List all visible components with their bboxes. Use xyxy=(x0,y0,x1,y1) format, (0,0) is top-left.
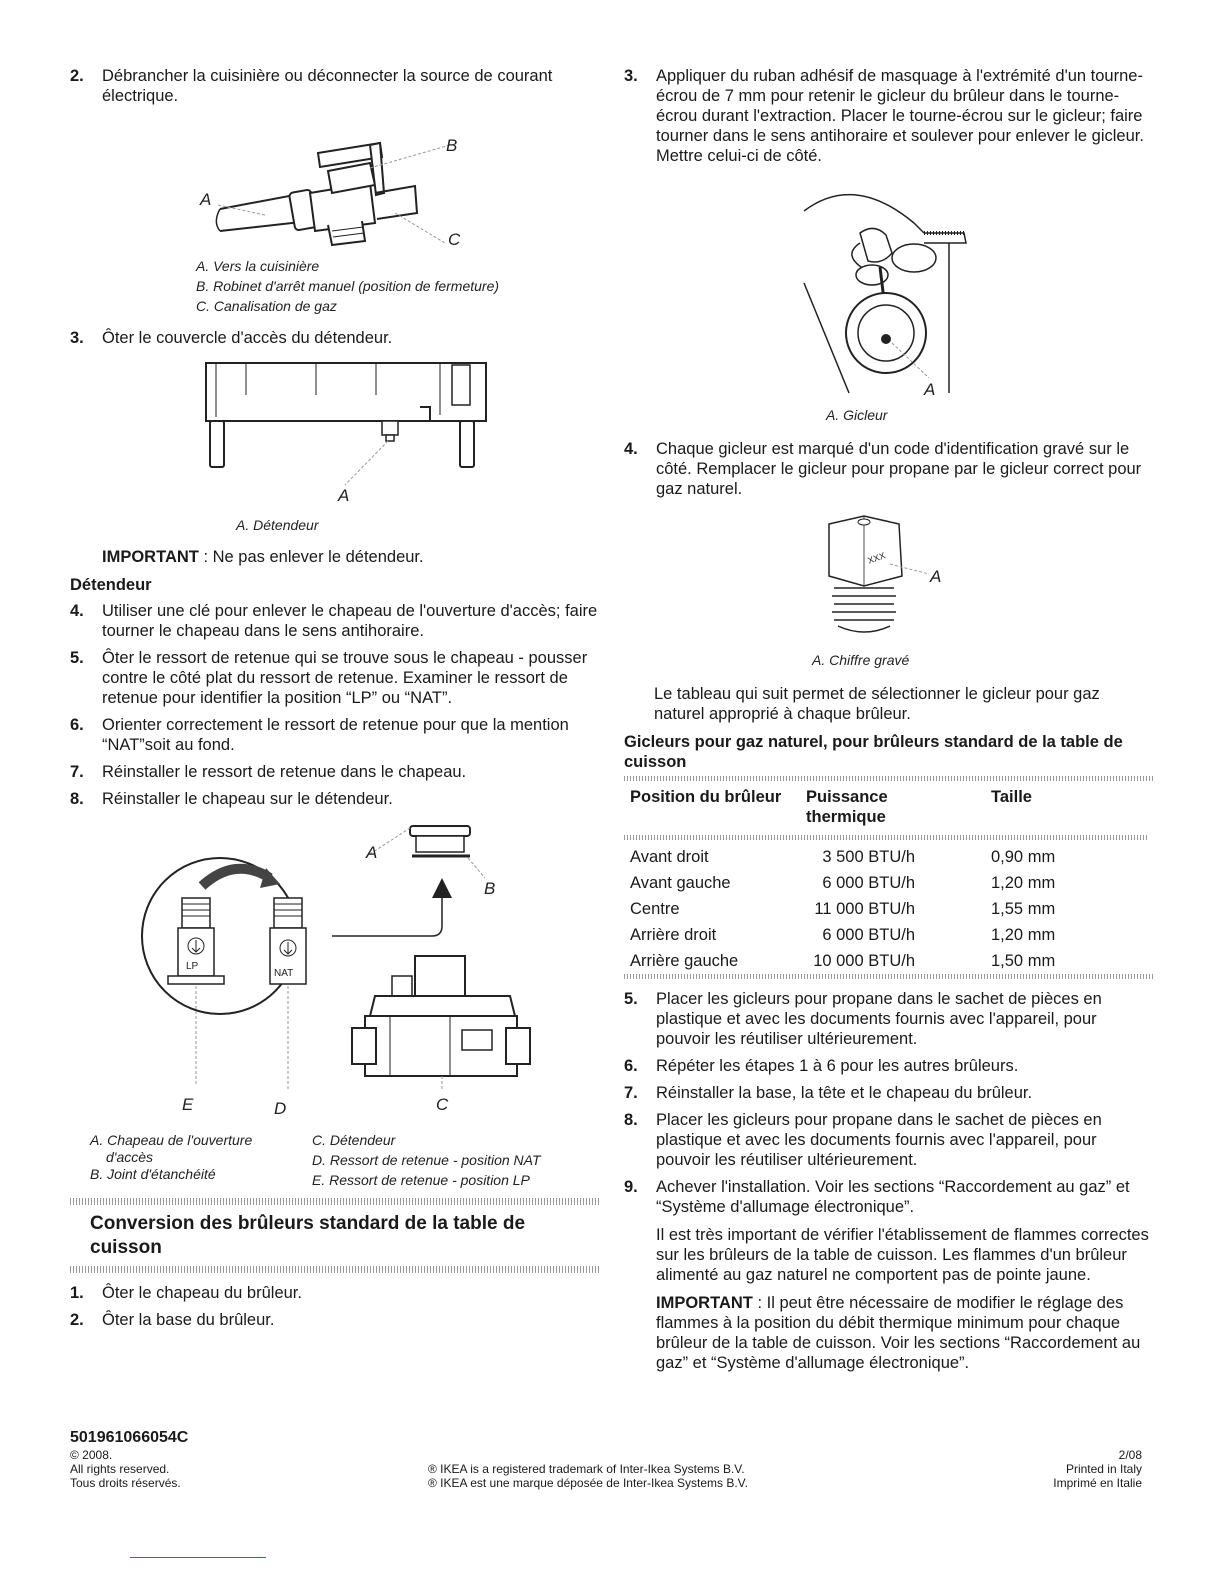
footer-center xyxy=(428,1462,748,1490)
fig4-caption: A. Gicleur xyxy=(826,407,888,423)
table-cell: 11 000 BTU/h xyxy=(814,900,915,918)
right-steps xyxy=(624,989,1154,1373)
step-text: Placer les gicleurs pour propane dans le sachet de pièces en plastique et avec les documents fournis avec l'appareil, pour pouvoir les réutiliser ultérieurement. xyxy=(656,1111,1102,1169)
table-title: Gicleurs pour gaz naturel, pour brûleurs standard de la table de cuisson xyxy=(624,733,1123,771)
step-text: Placer les gicleurs pour propane dans le sachet de pièces en plastique et avec les documents fournis avec l'appareil, pour pouvoir les réutiliser ultérieurement. xyxy=(656,990,1102,1048)
step-text: Ôter le chapeau du brûleur. xyxy=(102,1284,302,1302)
table-row xyxy=(624,896,1148,922)
table-cell: Centre xyxy=(630,900,680,918)
step-number: 4. xyxy=(624,440,638,458)
step-number: 7. xyxy=(624,1084,638,1102)
step-number: 3. xyxy=(624,67,638,85)
table-row xyxy=(624,844,1148,870)
left-step-8 xyxy=(70,789,600,809)
step-text: Débrancher la cuisinière ou déconnecter la source de courant électrique. xyxy=(102,67,553,105)
fig3-label-c: C xyxy=(436,1095,449,1114)
left-step-5 xyxy=(70,648,600,708)
left-important-note xyxy=(70,547,600,567)
fig3-caption-col1 xyxy=(90,1130,252,1184)
fig5-caption: A. Chiffre gravé xyxy=(812,652,910,668)
right-step-7 xyxy=(624,1083,1154,1103)
caption-line: A. Vers la cuisinière xyxy=(196,258,320,274)
table-cell: 1,55 mm xyxy=(991,900,1056,918)
table-cell: 0,90 mm xyxy=(991,848,1056,866)
step-text: Achever l'installation. Voir les sections “Raccordement au gaz” et “Système d'allumage électronique”. xyxy=(656,1178,1130,1216)
fig1-label-c: C xyxy=(448,230,461,248)
section-step-2 xyxy=(70,1310,600,1330)
bottom-link-underline xyxy=(130,1557,266,1558)
section-rule xyxy=(70,1266,600,1273)
table-header: Taille xyxy=(991,788,1032,806)
orifice-engraving: XXX xyxy=(866,550,887,566)
flame-note: Il est très important de vérifier l'établissement de flammes correctes sur les brûleurs de la table de cuisson. Les flammes d'un brûleur alimenté au gaz naturel ne comportent pas de pointe jaune. xyxy=(656,1226,1149,1284)
step-number: 1. xyxy=(70,1284,84,1302)
step-number: 2. xyxy=(70,67,84,85)
important-label: IMPORTANT xyxy=(656,1294,753,1312)
table-row xyxy=(624,922,1148,948)
step-text: Ôter le couvercle d'accès du détendeur. xyxy=(102,329,393,347)
step-number: 6. xyxy=(624,1057,638,1075)
fig3-label-a: A xyxy=(366,843,378,862)
engraved-orifice-illustration xyxy=(624,506,1154,646)
fig3-caption-col2 xyxy=(312,1130,541,1190)
step-text: Réinstaller le ressort de retenue dans le chapeau. xyxy=(102,763,467,781)
right-step-6 xyxy=(624,1056,1154,1076)
fig3-label-e: E xyxy=(182,1095,194,1114)
fig3-label-d: D xyxy=(274,1099,287,1116)
caption-line: d'accès xyxy=(106,1149,154,1165)
fig1-label-b: B xyxy=(446,136,458,155)
table-cell: 10 000 BTU/h xyxy=(813,952,915,970)
right-important-note xyxy=(656,1293,1154,1373)
left-step-7 xyxy=(70,762,600,782)
step-text: Ôter le ressort de retenue qui se trouve sous le chapeau - pousser contre le côté plat du ressort de retenue. Examiner le ressort de retenue pour identifier la position “LP” ou “NAT”. xyxy=(102,649,588,707)
step-text: Utiliser une clé pour enlever le chapeau de l'ouverture d'accès; faire tourner le chapeau dans le sens antihoraire. xyxy=(102,602,598,640)
fig3-caption xyxy=(70,1130,600,1196)
table-header: Puissance thermique xyxy=(806,788,888,826)
orifice-removal-illustration xyxy=(624,173,1154,403)
fig3-label-b: B xyxy=(484,879,496,898)
fig2-label-a: A xyxy=(338,486,350,505)
caption-line: D. Ressort de retenue - position NAT xyxy=(312,1152,541,1168)
fig5-label-a: A xyxy=(930,567,942,586)
regulator-steps xyxy=(70,601,600,809)
left-step-3 xyxy=(70,328,600,348)
regulator-spring-illustration xyxy=(70,816,600,1116)
section-step-1 xyxy=(70,1283,600,1303)
important-text: : Il peut être nécessaire de modifier le réglage des flammes à la position du débit thermique minimum pour chaque brûleur de la table de cuisson. Voir les sections “Raccordement au gaz” et “Système d'allumage électronique”. xyxy=(656,1294,1141,1372)
printed-en: Printed in Italy xyxy=(1065,1462,1142,1476)
table-cell: 6 000 BTU/h xyxy=(822,874,915,892)
important-label: IMPORTANT xyxy=(102,548,199,566)
right-step-4 xyxy=(624,439,1154,499)
step-number: 2. xyxy=(70,1311,84,1329)
section-title: Conversion des brûleurs standard de la table de cuisson xyxy=(90,1213,526,1258)
caption-line: B. Robinet d'arrêt manuel (position de fermeture) xyxy=(196,278,500,294)
printed-fr: Imprimé en Italie xyxy=(1053,1476,1142,1490)
print-date: 2/08 xyxy=(1118,1448,1142,1462)
step-text: Réinstaller la base, la tête et le chapeau du brûleur. xyxy=(656,1084,1033,1102)
table-intro: Le tableau qui suit permet de sélectionner le gicleur pour gaz naturel approprié à chaque brûleur. xyxy=(654,685,1100,723)
caption-line: C. Détendeur xyxy=(312,1132,396,1148)
table-row xyxy=(624,870,1148,896)
left-step-4 xyxy=(70,601,600,641)
caption-line: E. Ressort de retenue - position LP xyxy=(312,1172,530,1188)
step-text: Appliquer du ruban adhésif de masquage à l'extrémité d'un tourne-écrou de 7 mm pour retenir le gicleur du brûleur dans le tourne-écrou durant l'extraction. Placer le tourne-écrou sur le gicleur; faire tourner dans le sens antihoraire et soulever pour enlever le gicleur. Mettre celui-ci de côté. xyxy=(656,67,1144,165)
section-rule xyxy=(70,1198,600,1205)
table-cell: 1,20 mm xyxy=(991,874,1056,892)
step-text: Répéter les étapes 1 à 6 pour les autres brûleurs. xyxy=(656,1057,1019,1075)
spring-nat-marking: NAT xyxy=(274,968,294,979)
left-column xyxy=(70,66,600,1337)
caption-line: A. Chapeau de l'ouverture xyxy=(90,1132,253,1148)
table-cell: 1,20 mm xyxy=(991,926,1056,944)
right-step-3 xyxy=(624,66,1154,166)
rights-en: All rights reserved. xyxy=(70,1462,170,1476)
footer-row xyxy=(70,1448,1142,1496)
fig1-label-a: A xyxy=(200,190,212,209)
regulator-subheading: Détendeur xyxy=(70,576,152,594)
step-text: Réinstaller le chapeau sur le détendeur. xyxy=(102,790,393,808)
table-header-row xyxy=(624,781,1148,831)
table-cell: Arrière droit xyxy=(630,926,717,944)
copyright: © 2008. xyxy=(70,1448,113,1462)
table-cell: 1,50 mm xyxy=(991,952,1056,970)
orifice-table xyxy=(624,781,1148,974)
document-code: 501961066054C xyxy=(70,1429,189,1446)
step-number: 5. xyxy=(70,649,84,667)
table-header: Position du brûleur xyxy=(630,788,782,806)
step-text: Ôter la base du brûleur. xyxy=(102,1311,275,1329)
step-number: 3. xyxy=(70,329,84,347)
right-step-5 xyxy=(624,989,1154,1049)
spring-lp-marking: LP xyxy=(186,961,199,972)
step-text: Orienter correctement le ressort de retenue pour que la mention “NAT”soit au fond. xyxy=(102,716,569,754)
fig2-caption: A. Détendeur xyxy=(236,517,319,533)
table-cell: Arrière gauche xyxy=(630,952,739,970)
step-text: Chaque gicleur est marqué d'un code d'identification gravé sur le côté. Remplacer le gicleur pour propane par le gicleur correct pour gaz naturel. xyxy=(656,440,1142,498)
table-row xyxy=(624,948,1148,974)
right-step-9 xyxy=(624,1177,1154,1373)
table-cell: Avant droit xyxy=(630,848,709,866)
regulator-location-illustration xyxy=(70,355,600,505)
table-cell: Avant gauche xyxy=(630,874,731,892)
trademark-en: ® IKEA is a registered trademark of Inter-Ikea Systems B.V. xyxy=(428,1462,745,1476)
caption-line: C. Canalisation de gaz xyxy=(196,298,337,314)
right-column xyxy=(624,66,1154,1380)
step-number: 9. xyxy=(624,1178,638,1196)
table-cell: 6 000 BTU/h xyxy=(822,926,915,944)
shutoff-valve-illustration xyxy=(70,113,600,248)
table-cell: 3 500 BTU/h xyxy=(822,848,915,866)
rights-fr: Tous droits réservés. xyxy=(70,1476,181,1490)
page-footer xyxy=(70,1428,1142,1496)
step-number: 6. xyxy=(70,716,84,734)
step-number: 7. xyxy=(70,763,84,781)
trademark-fr: ® IKEA est une marque déposée de Inter-Ikea Systems B.V. xyxy=(428,1476,748,1490)
fig1-caption xyxy=(70,256,600,316)
right-step-8 xyxy=(624,1110,1154,1170)
left-step-2 xyxy=(70,66,600,106)
table-rule xyxy=(624,835,1148,840)
important-text: : Ne pas enlever le détendeur. xyxy=(198,548,424,566)
step-number: 8. xyxy=(624,1111,638,1129)
fig4-label-a: A xyxy=(924,380,936,399)
step-number: 8. xyxy=(70,790,84,808)
caption-line: B. Joint d'étanchéité xyxy=(90,1166,216,1182)
footer-left xyxy=(70,1448,181,1490)
step-number: 5. xyxy=(624,990,638,1008)
left-step-6 xyxy=(70,715,600,755)
table-rule xyxy=(624,974,1154,979)
footer-right xyxy=(1053,1448,1142,1490)
step-number: 4. xyxy=(70,602,84,620)
